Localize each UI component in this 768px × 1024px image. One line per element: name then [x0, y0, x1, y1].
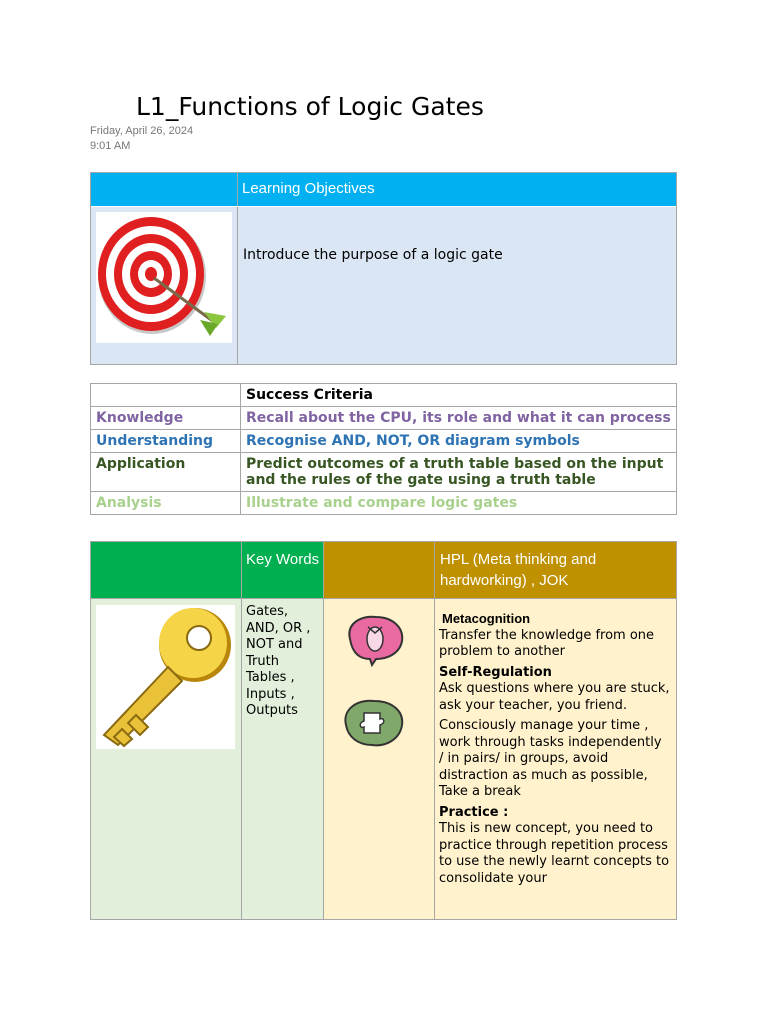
- objectives-text-cell: [238, 207, 676, 364]
- objectives-header-blank: [91, 173, 238, 206]
- criteria-header-blank: [91, 384, 241, 407]
- objectives-header: Learning Objectives: [238, 173, 676, 206]
- criteria-row-analysis: [91, 492, 677, 515]
- criteria-text: Illustrate and compare logic gates: [241, 492, 677, 515]
- key-icon: [96, 605, 235, 749]
- keywords-header-blank: [91, 542, 241, 598]
- criteria-header: Success Criteria: [241, 384, 677, 407]
- hpl-text-cell: [434, 598, 676, 919]
- brain-puzzle-icon: [340, 697, 406, 753]
- self-regulation-title: Self-Regulation: [439, 664, 552, 680]
- page-title: L1_Functions of Logic Gates: [136, 92, 484, 121]
- criteria-text: Predict outcomes of a truth table based on the input and the rules of the gate using a truth table: [241, 453, 677, 492]
- key-words-list: Gates, AND, OR , NOT and Truth Tables , Inputs , Outputs: [241, 598, 323, 919]
- criteria-text: Recognise AND, NOT, OR diagram symbols: [241, 430, 677, 453]
- criteria-level: Understanding: [91, 430, 241, 453]
- hpl-header: HPL (Meta thinking and hardworking) , JOK: [434, 542, 676, 598]
- self-regulation-text-2: Consciously manage your time , work through tasks independently / in pairs/ in groups, avoid distraction as much as possible, Take a break: [439, 718, 662, 799]
- practice-text: This is new concept, you need to practice through repetition process to use the newly learnt concepts to consolidate your: [439, 821, 670, 886]
- criteria-level: Application: [91, 453, 241, 492]
- criteria-row-understanding: [91, 430, 677, 453]
- target-icon: [96, 212, 232, 343]
- learning-objectives-table: [90, 172, 677, 365]
- metacognition-title: Metacognition: [442, 611, 531, 626]
- criteria-row-application: [91, 453, 677, 492]
- criteria-text: Recall about the CPU, its role and what it can process: [241, 407, 677, 430]
- criteria-level: Analysis: [91, 492, 241, 515]
- metacognition-text: Transfer the knowledge from one problem to another: [439, 627, 655, 659]
- keywords-header: Key Words: [241, 542, 323, 598]
- criteria-row-knowledge: [91, 407, 677, 430]
- key-image-cell: [91, 598, 241, 919]
- criteria-level: Knowledge: [91, 407, 241, 430]
- self-regulation-text-1: Ask questions where you are stuck, ask your teacher, you friend.: [439, 681, 670, 713]
- page-date: Friday, April 26, 2024: [90, 125, 194, 137]
- hpl-header-blank: [323, 542, 434, 598]
- objective-text: Introduce the purpose of a logic gate: [243, 247, 503, 263]
- success-criteria-table: [90, 383, 677, 515]
- brain-bulb-icon: [342, 613, 406, 671]
- objectives-image-cell: [91, 207, 238, 364]
- hpl-icons-cell: [323, 598, 434, 919]
- practice-title: Practice :: [439, 804, 509, 820]
- key-words-table: [90, 541, 677, 920]
- page-time: 9:01 AM: [90, 140, 131, 152]
